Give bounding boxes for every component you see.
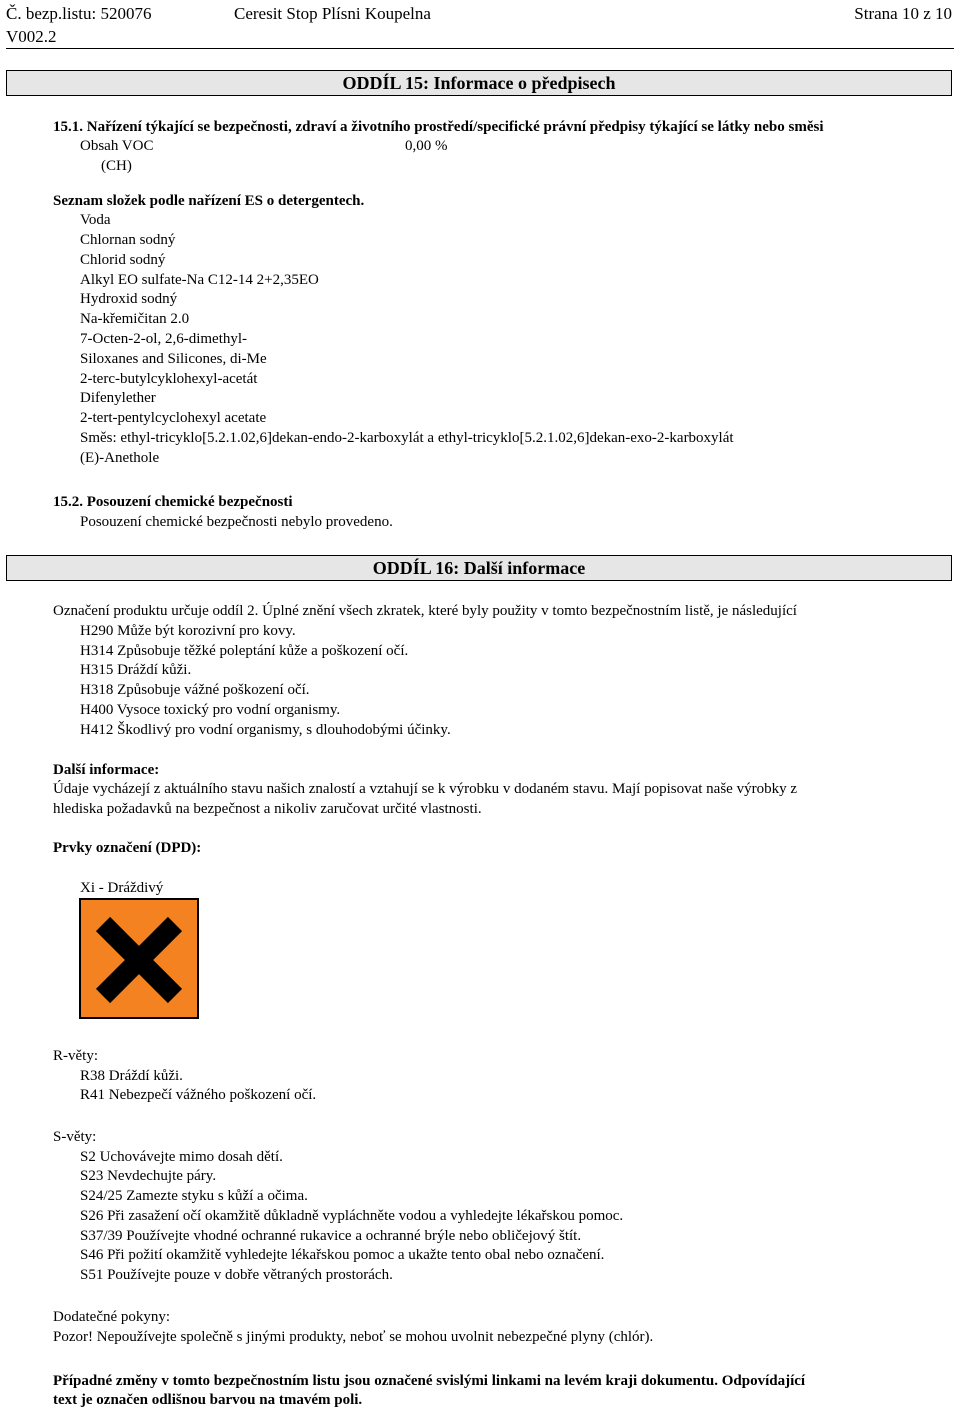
list-item: S26 Při zasažení očí okamžitě důkladně vypláchněte vodou a vyhledejte lékařskou pomoc. bbox=[80, 1208, 624, 1224]
detergent-heading: Seznam složek podle nařízení ES o detergentech. bbox=[53, 193, 365, 209]
list-item: R38 Dráždí kůži. bbox=[80, 1068, 183, 1084]
list-item: S23 Nevdechujte páry. bbox=[80, 1168, 217, 1184]
list-item: Difenylether bbox=[80, 390, 156, 406]
list-item: 2-tert-pentylcyclohexyl acetate bbox=[80, 410, 267, 426]
list-item: Chlornan sodný bbox=[80, 232, 176, 248]
voc-region: (CH) bbox=[101, 158, 132, 174]
list-item: R41 Nebezpečí vážného poškození očí. bbox=[80, 1087, 317, 1103]
further-info-heading: Další informace: bbox=[53, 762, 160, 778]
additional-instructions-heading: Dodatečné pokyny: bbox=[53, 1309, 171, 1325]
list-item: Směs: ethyl-tricyklo[5.2.1.02,6]dekan-endo-2-karboxylát a ethyl-tricyklo[5.2.1.02,6]dekan-exo-2-karboxylát bbox=[80, 430, 734, 446]
further-info-line: hlediska požadavků na bezpečnost a nikoliv zaručovat určité vlastnosti. bbox=[53, 801, 482, 817]
list-item: S2 Uchovávejte mimo dosah dětí. bbox=[80, 1149, 283, 1165]
chemical-safety-text: Posouzení chemické bezpečnosti nebylo provedeno. bbox=[80, 514, 393, 530]
irritant-x-icon bbox=[79, 898, 199, 1019]
s-phrases-heading: S-věty: bbox=[53, 1129, 97, 1145]
list-item: (E)-Anethole bbox=[80, 450, 160, 466]
voc-value: 0,00 % bbox=[405, 138, 448, 154]
list-item: Hydroxid sodný bbox=[80, 291, 178, 307]
list-item: S24/25 Zamezte styku s kůží a očima. bbox=[80, 1188, 308, 1204]
change-notice-line: Případné změny v tomto bezpečnostním listu jsou označené svislými linkami na levém kraji dokumentu. Odpovídající bbox=[53, 1373, 806, 1389]
additional-instructions-text: Pozor! Nepoužívejte společně s jinými produkty, neboť se mohou uvolnit nebezpečné plyny (chlór). bbox=[53, 1329, 654, 1345]
list-item: H290 Může být korozivní pro kovy. bbox=[80, 623, 296, 639]
list-item: H314 Způsobuje těžké poleptání kůže a poškození očí. bbox=[80, 643, 409, 659]
section-16-title: ODDÍL 16: Další informace bbox=[6, 555, 952, 581]
list-item: H315 Dráždí kůži. bbox=[80, 662, 192, 678]
header-divider bbox=[6, 48, 954, 49]
list-item: H412 Škodlivý pro vodní organismy, s dlouhodobými účinky. bbox=[80, 722, 451, 738]
list-item: Siloxanes and Silicones, di-Me bbox=[80, 351, 267, 367]
document-version: V002.2 bbox=[6, 27, 57, 46]
voc-label: Obsah VOC bbox=[80, 138, 154, 154]
list-item: S37/39 Používejte vhodné ochranné rukavice a ochranné brýle nebo obličejový štít. bbox=[80, 1228, 582, 1244]
list-item: H400 Vysoce toxický pro vodní organismy. bbox=[80, 702, 341, 718]
list-item: 7-Octen-2-ol, 2,6-dimethyl- bbox=[80, 331, 248, 347]
list-item: Chlorid sodný bbox=[80, 252, 166, 268]
section-15-2-heading: 15.2. Posouzení chemické bezpečnosti bbox=[53, 494, 293, 510]
list-item: H318 Způsobuje vážné poškození očí. bbox=[80, 682, 310, 698]
list-item: 2-terc-butylcyklohexyl-acetát bbox=[80, 371, 258, 387]
document-number: Č. bezp.listu: 520076 bbox=[6, 4, 152, 23]
list-item: Na-křemičitan 2.0 bbox=[80, 311, 190, 327]
r-phrases-heading: R-věty: bbox=[53, 1048, 98, 1064]
list-item: S46 Při požití okamžitě vyhledejte lékařskou pomoc a ukažte tento obal nebo označení. bbox=[80, 1247, 605, 1263]
list-item: Alkyl EO sulfate-Na C12-14 2+2,35EO bbox=[80, 272, 319, 288]
change-notice-line: text je označen odlišnou barvou na tmavém poli. bbox=[53, 1392, 363, 1408]
dpd-heading: Prvky označení (DPD): bbox=[53, 840, 202, 856]
page-number: Strana 10 z 10 bbox=[854, 4, 952, 23]
hazard-symbol-label: Xi - Dráždivý bbox=[80, 880, 164, 896]
product-name: Ceresit Stop Plísni Koupelna bbox=[234, 4, 431, 23]
section-15-title: ODDÍL 15: Informace o předpisech bbox=[6, 70, 952, 96]
list-item: S51 Používejte pouze v dobře větraných prostorách. bbox=[80, 1267, 393, 1283]
abbreviations-intro: Označení produktu určuje oddíl 2. Úplné znění všech zkratek, které byly použity v tomto bezpečnostním listě, je následující bbox=[53, 603, 797, 619]
list-item: Voda bbox=[80, 212, 111, 228]
section-15-1-heading: 15.1. Nařízení týkající se bezpečnosti, zdraví a životního prostředí/specifické právní předpisy týkající se látky nebo směsi bbox=[53, 119, 824, 135]
further-info-line: Údaje vycházejí z aktuálního stavu našich znalostí a vztahují se k výrobku v dodaném stavu. Mají popisovat naše výrobky z bbox=[53, 781, 797, 797]
